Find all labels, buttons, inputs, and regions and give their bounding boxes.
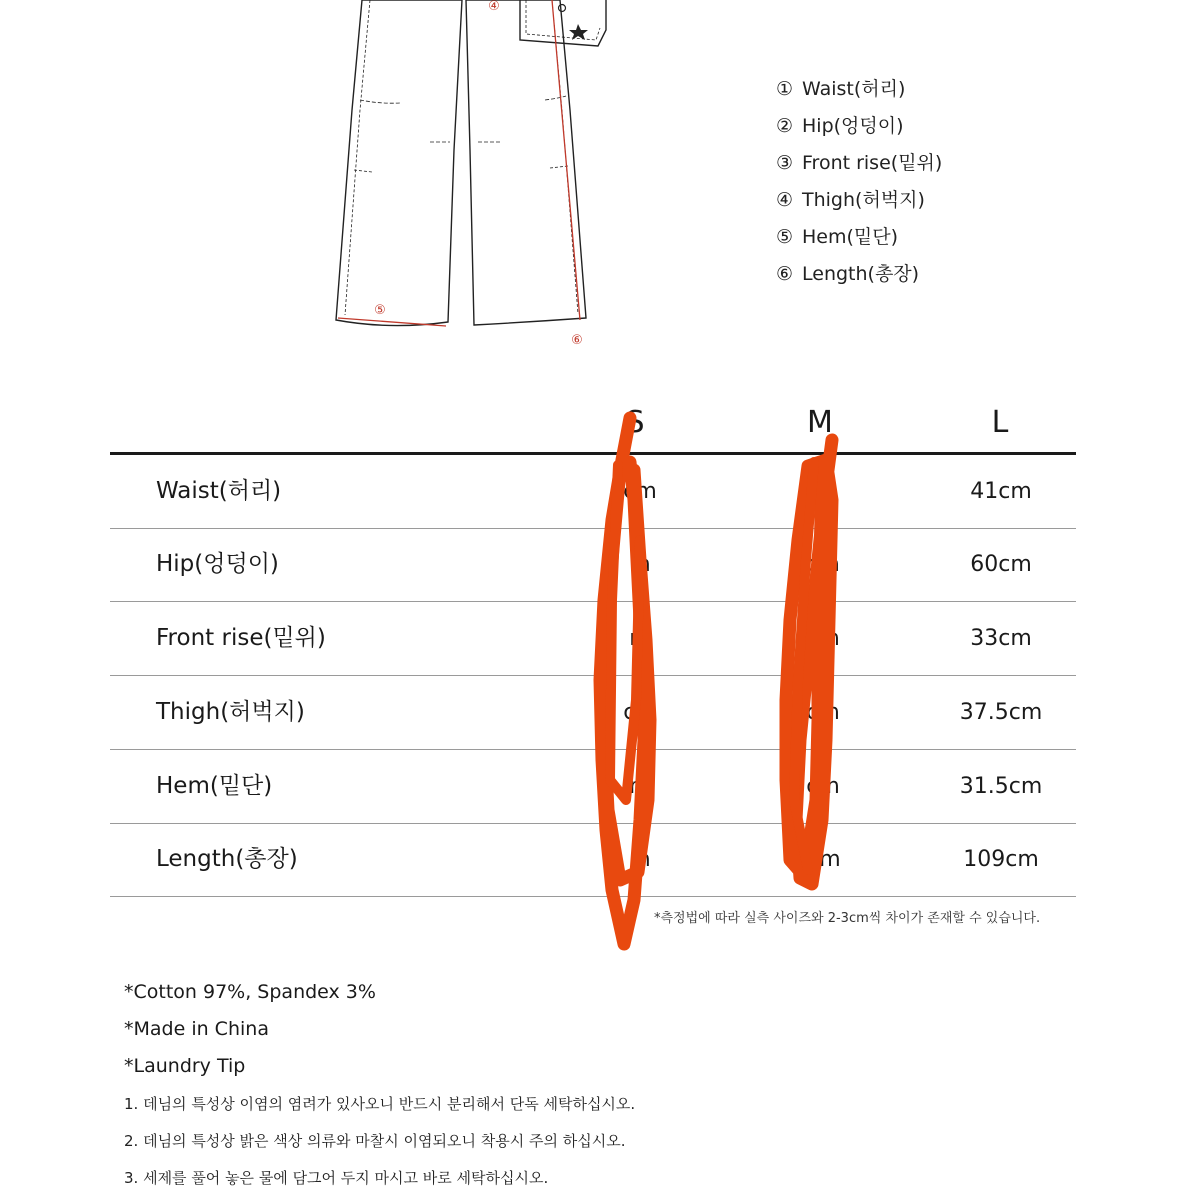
value-m: 7m xyxy=(805,847,841,872)
value-m: cm xyxy=(806,700,840,725)
legend-item: ① Waist(허리) xyxy=(776,78,906,100)
marker-length: ⑥ xyxy=(571,333,583,348)
value-l: 41cm xyxy=(970,479,1032,504)
marker-thigh: ④ xyxy=(488,0,500,14)
table-row xyxy=(110,676,1076,750)
laundry-tip: 3. 세제를 풀어 놓은 물에 담그어 두지 마시고 바로 세탁하십시오. xyxy=(124,1169,549,1187)
pants-diagram xyxy=(320,0,620,352)
material-note: *Cotton 97%, Spandex 3% xyxy=(124,981,376,1003)
row-label: Hem(밑단) xyxy=(156,773,273,799)
value-l: 60cm xyxy=(970,552,1032,577)
value-l: 109cm xyxy=(963,847,1039,872)
value-m: cm xyxy=(806,552,840,577)
row-label: Front rise(밑위) xyxy=(156,625,326,651)
size-header-s: S xyxy=(625,405,645,440)
table-row xyxy=(110,602,1076,676)
measurement-footnote: *측정법에 따라 실측 사이즈와 2-3cm씩 차이가 존재할 수 있습니다. xyxy=(654,911,1041,926)
value-s: m xyxy=(629,774,651,799)
value-m: cm xyxy=(806,626,840,651)
size-header-m: M xyxy=(807,405,833,440)
legend-item: ② Hip(엉덩이) xyxy=(776,115,904,137)
value-l: 33cm xyxy=(970,626,1032,651)
marker-hem: ⑤ xyxy=(374,303,386,318)
laundry-title: *Laundry Tip xyxy=(124,1055,246,1077)
legend-item: ③ Front rise(밑위) xyxy=(776,152,943,174)
row-label: Hip(엉덩이) xyxy=(156,551,279,577)
legend-item: ⑥ Length(총장) xyxy=(776,263,920,285)
laundry-tip: 2. 데님의 특성상 밝은 색상 의류와 마찰시 이염되오니 착용시 주의 하십시오. xyxy=(124,1132,626,1150)
value-s: cm xyxy=(623,700,657,725)
table-row xyxy=(110,455,1076,529)
row-label: Length(총장) xyxy=(156,846,298,872)
row-label: Waist(허리) xyxy=(156,478,282,504)
value-l: 31.5cm xyxy=(959,774,1043,799)
product-notes xyxy=(124,978,635,1200)
value-s: m xyxy=(629,847,651,872)
value-m: m xyxy=(812,479,834,504)
laundry-tip: 1. 데님의 특성상 이염의 염려가 있사오니 반드시 분리해서 단독 세탁하십시오. xyxy=(124,1095,636,1113)
legend-item: ⑤ Hem(밑단) xyxy=(776,226,899,248)
value-l: 37.5cm xyxy=(959,700,1043,725)
pants-left-leg xyxy=(336,0,462,326)
measurement-legend xyxy=(776,72,942,294)
value-s: cm xyxy=(623,479,657,504)
origin-note: *Made in China xyxy=(124,1018,269,1040)
value-m: cm xyxy=(806,774,840,799)
pants-right-leg xyxy=(466,0,586,325)
size-header-l: L xyxy=(991,405,1009,440)
table-row xyxy=(110,528,1076,602)
table-row xyxy=(110,750,1076,824)
row-label: Thigh(허벅지) xyxy=(156,699,305,725)
value-s: m xyxy=(629,552,651,577)
table-row xyxy=(110,823,1076,897)
value-s: m xyxy=(629,626,651,651)
legend-item: ④ Thigh(허벅지) xyxy=(776,189,925,211)
